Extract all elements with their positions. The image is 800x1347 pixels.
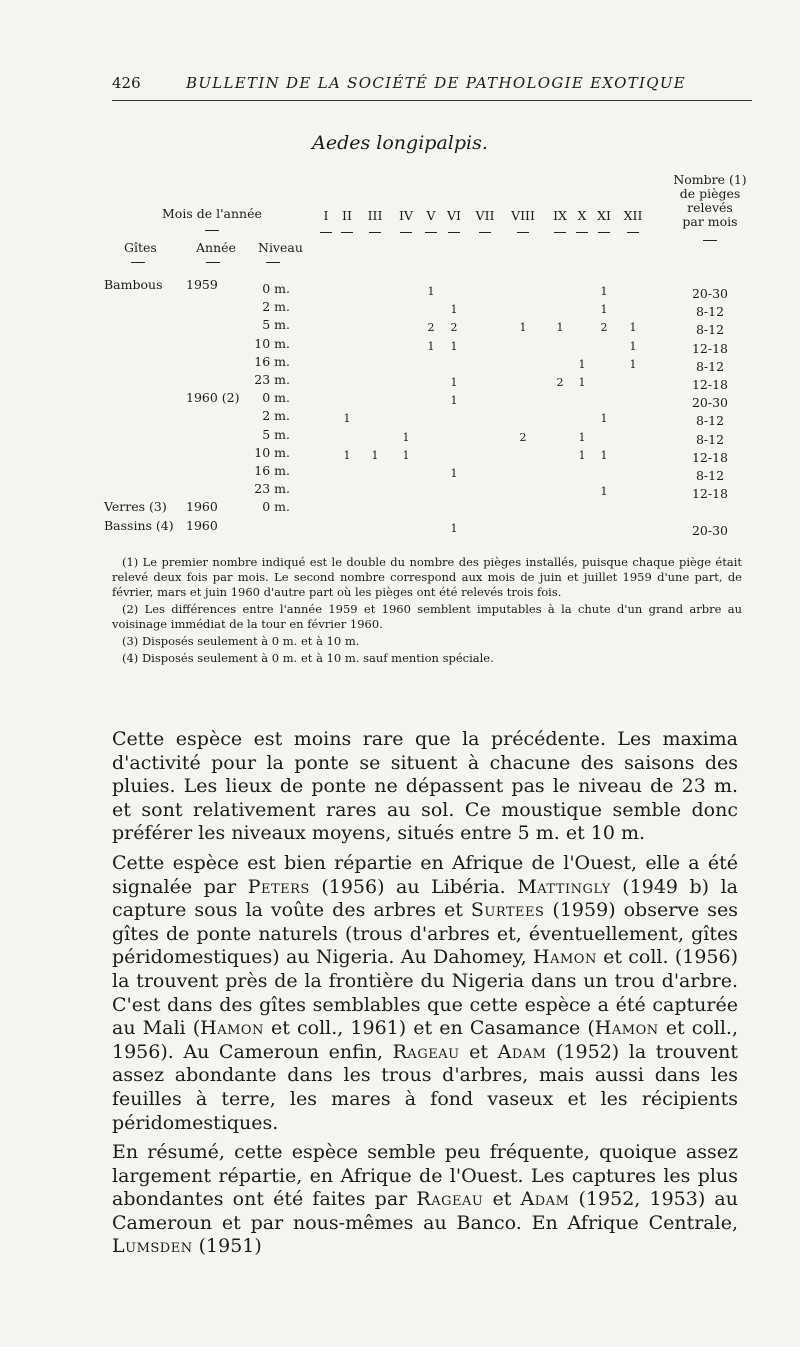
author-name: Mattingly	[517, 875, 611, 898]
capture-mark: 1	[402, 430, 410, 444]
column-header-gites: Gîtes	[124, 240, 157, 255]
month-header-v: V	[426, 208, 436, 223]
months-group-header: Mois de l'année	[162, 206, 262, 221]
capture-mark: 1	[578, 357, 586, 371]
row-nombre: 12-18	[691, 377, 729, 392]
month-header-iv: IV	[399, 208, 413, 223]
row-nombre: 12-18	[691, 340, 729, 356]
table-footnotes	[112, 555, 742, 668]
capture-mark: 1	[450, 339, 458, 353]
header-dash	[369, 232, 381, 233]
text-run: (1952, 1953) au Cameroun et par nous-mêmes au Banco. En Afrique Centrale,	[112, 1188, 738, 1234]
capture-mark: 1	[629, 357, 637, 371]
text-run: et	[483, 1188, 521, 1211]
row-niveau: 2 m.	[262, 408, 290, 424]
row-nombre: 8-12	[695, 431, 725, 447]
capture-mark: 1	[600, 485, 608, 499]
author-name: Adam	[520, 1188, 570, 1211]
nombre-header-line: de pièges	[679, 186, 741, 201]
header-dash	[448, 232, 460, 233]
capture-mark: 1	[519, 321, 527, 335]
nombre-header-line: relevés	[687, 200, 733, 215]
capture-mark: 1	[556, 321, 564, 335]
capture-mark: 1	[427, 339, 435, 353]
author-name: Hamon	[200, 1017, 264, 1040]
header-dash	[400, 232, 412, 233]
row-nombre: 8-12	[695, 468, 725, 483]
row-nombre: 20-30	[691, 395, 729, 411]
capture-mark: 1	[600, 448, 608, 462]
page-number: 426	[112, 74, 141, 92]
row-nombre: 12-18	[691, 486, 729, 502]
month-header-ii: II	[342, 208, 352, 223]
capture-mark: 1	[578, 430, 586, 444]
header-dash	[320, 232, 332, 233]
row-niveau: 0 m.	[262, 390, 290, 406]
capture-mark: 1	[578, 376, 586, 389]
capture-mark: 1	[600, 412, 608, 426]
header-dash	[206, 262, 220, 263]
text-run: (1956) au Libéria.	[309, 875, 518, 898]
row-annee: 1960	[186, 499, 218, 515]
month-header-x: X	[577, 208, 587, 223]
footnote: (2) Les différences entre l'année 1959 et 1960 semblent imputables à la chute d'un grand arbre au voisinage immédiat de la tour en février 1960.	[112, 602, 742, 631]
capture-mark: 2	[556, 376, 564, 389]
row-niveau: 0 m.	[262, 499, 290, 515]
text-run: et coll. (1956) la trouvent près de la frontière du Nigeria dans un trou d'arbre. C'est dans des gîtes semblables que cette espèce a été capturée au Mali (	[112, 946, 738, 1040]
row-niveau: 10 m.	[254, 444, 290, 460]
author-name: Peters	[247, 875, 310, 898]
row-niveau: 16 m.	[254, 463, 290, 478]
row-niveau: 23 m.	[254, 372, 290, 387]
capture-mark: 1	[450, 521, 458, 535]
row-niveau: 5 m.	[262, 426, 290, 442]
capture-mark: 2	[427, 321, 435, 335]
capture-mark: 1	[450, 394, 458, 408]
capture-mark: 2	[600, 321, 608, 335]
row-nombre: 12-18	[691, 449, 729, 465]
row-niveau: 0 m.	[262, 281, 290, 296]
month-header-vi: VI	[447, 208, 461, 223]
month-header-vii: VII	[475, 208, 495, 223]
month-header-iii: III	[367, 208, 383, 223]
running-title: BULLETIN DE LA SOCIÉTÉ DE PATHOLOGIE EXOTIQUE	[186, 74, 687, 92]
row-niveau: 23 m.	[254, 481, 290, 497]
month-header-i: I	[323, 208, 329, 223]
capture-mark: 1	[450, 467, 458, 480]
row-niveau: 10 m.	[254, 335, 290, 351]
capture-mark: 1	[450, 303, 458, 317]
text-run: (1951)	[192, 1235, 262, 1258]
header-dash	[703, 240, 717, 241]
capture-mark: 1	[402, 448, 410, 462]
header-dash	[341, 232, 353, 233]
capture-mark: 1	[629, 321, 637, 335]
footnote: (1) Le premier nombre indiqué est le double du nombre des pièges installés, puisque chaque piège était relevé deux fois par mois. Le second nombre correspond aux mois de juin et juillet 1959 d'une part, de février, mars et juin 1960 d'autre part où les pièges ont été relevés trois fois.	[112, 555, 742, 599]
author-name: Hamon	[533, 946, 597, 969]
text-run: et	[459, 1040, 498, 1063]
footnote: (3) Disposés seulement à 0 m. et à 10 m.	[122, 634, 360, 648]
row-nombre: 20-30	[691, 522, 729, 538]
author-name: Surtees	[470, 899, 545, 922]
text-run: En résumé, cette espèce semble peu fréquente, quoique assez largement répartie, en Afrique de l'Ouest. Les captures les plus abondantes ont été faites par	[112, 1141, 738, 1211]
text-run: (1949 b) la capture sous la voûte des arbres et	[112, 875, 738, 922]
text-run: et coll., 1956). Au Cameroun enfin,	[112, 1017, 739, 1063]
capture-mark: 2	[450, 321, 458, 335]
paragraph: Cette espèce est moins rare que la précédente. Les maxima d'activité pour la ponte se situent à chacune des saisons des pluies. Les lieux de ponte ne dépassent pas le niveau de 23 m. et sont relativement rares au sol. Ce moustique semble donc préférer les niveaux moyens, situés entre 5 m. et 10 m.	[112, 728, 738, 845]
column-header-annee: Année	[196, 240, 236, 255]
paragraph	[112, 852, 738, 1135]
header-dash	[479, 232, 491, 233]
header-dash	[627, 232, 639, 233]
header-dash	[598, 232, 610, 233]
row-nombre: 20-30	[691, 286, 729, 301]
row-annee: 1960 (2)	[186, 390, 240, 406]
month-header-viii: VIII	[511, 208, 535, 223]
author-name: Lumsden	[112, 1235, 193, 1258]
header-dash	[266, 262, 280, 263]
capture-table	[0, 0, 800, 540]
row-niveau: 2 m.	[262, 299, 290, 315]
capture-mark: 1	[629, 339, 637, 353]
nombre-header-line: par mois	[682, 214, 738, 229]
row-nombre: 8-12	[695, 304, 725, 320]
capture-mark: 1	[343, 448, 351, 462]
row-annee: 1959	[186, 277, 218, 292]
row-niveau: 16 m.	[254, 353, 290, 369]
row-gite: Bambous	[104, 277, 163, 292]
header-dash	[554, 232, 566, 233]
author-name: Rageau	[392, 1040, 460, 1063]
month-header-xii: XII	[623, 208, 643, 223]
row-annee: 1960	[186, 517, 218, 533]
text-run: (1959) observe ses gîtes de ponte naturels (trous d'arbres et, éventuellement, gîtes péridomestiques) au Nigeria. Au Dahomey,	[112, 899, 738, 969]
text-run: Cette espèce est bien répartie en Afrique de l'Ouest, elle a été signalée par	[112, 851, 738, 898]
capture-mark: 1	[600, 285, 608, 298]
body-text	[112, 728, 738, 1265]
author-name: Rageau	[416, 1188, 484, 1211]
nombre-header-line: Nombre (1)	[673, 172, 747, 187]
text-run: (1952) la trouvent assez abondante dans les trous d'arbres, mais aussi dans les feuilles à terre, les mares à fond vaseux et les récipients péridomestiques.	[112, 1040, 738, 1134]
row-niveau: 5 m.	[262, 317, 290, 333]
footnote: (4) Disposés seulement à 0 m. et à 10 m. sauf mention spéciale.	[122, 651, 494, 665]
capture-mark: 2	[519, 430, 527, 444]
header-dash	[131, 262, 145, 263]
capture-mark: 1	[600, 303, 608, 317]
paragraph	[112, 1141, 738, 1259]
row-gite: Verres (3)	[104, 499, 167, 515]
header-dash	[205, 230, 219, 231]
capture-mark: 1	[343, 412, 351, 426]
month-header-xi: XI	[597, 208, 611, 223]
row-gite: Bassins (4)	[104, 517, 174, 533]
column-header-niveau: Niveau	[258, 240, 303, 255]
header-dash	[576, 232, 588, 233]
row-nombre: 8-12	[695, 322, 725, 338]
capture-mark: 1	[427, 285, 435, 298]
text-run: et coll., 1961) et en Casamance (	[263, 1017, 595, 1040]
month-header-ix: IX	[553, 208, 567, 223]
header-dash	[517, 232, 529, 233]
capture-mark: 1	[578, 448, 586, 462]
capture-mark: 1	[371, 448, 379, 462]
author-name: Adam	[497, 1040, 547, 1063]
capture-mark: 1	[450, 376, 458, 389]
row-nombre: 8-12	[695, 358, 725, 374]
species-title: Aedes longipalpis.	[312, 132, 488, 154]
header-dash	[425, 232, 437, 233]
row-nombre: 8-12	[695, 413, 725, 429]
author-name: Hamon	[594, 1017, 659, 1040]
